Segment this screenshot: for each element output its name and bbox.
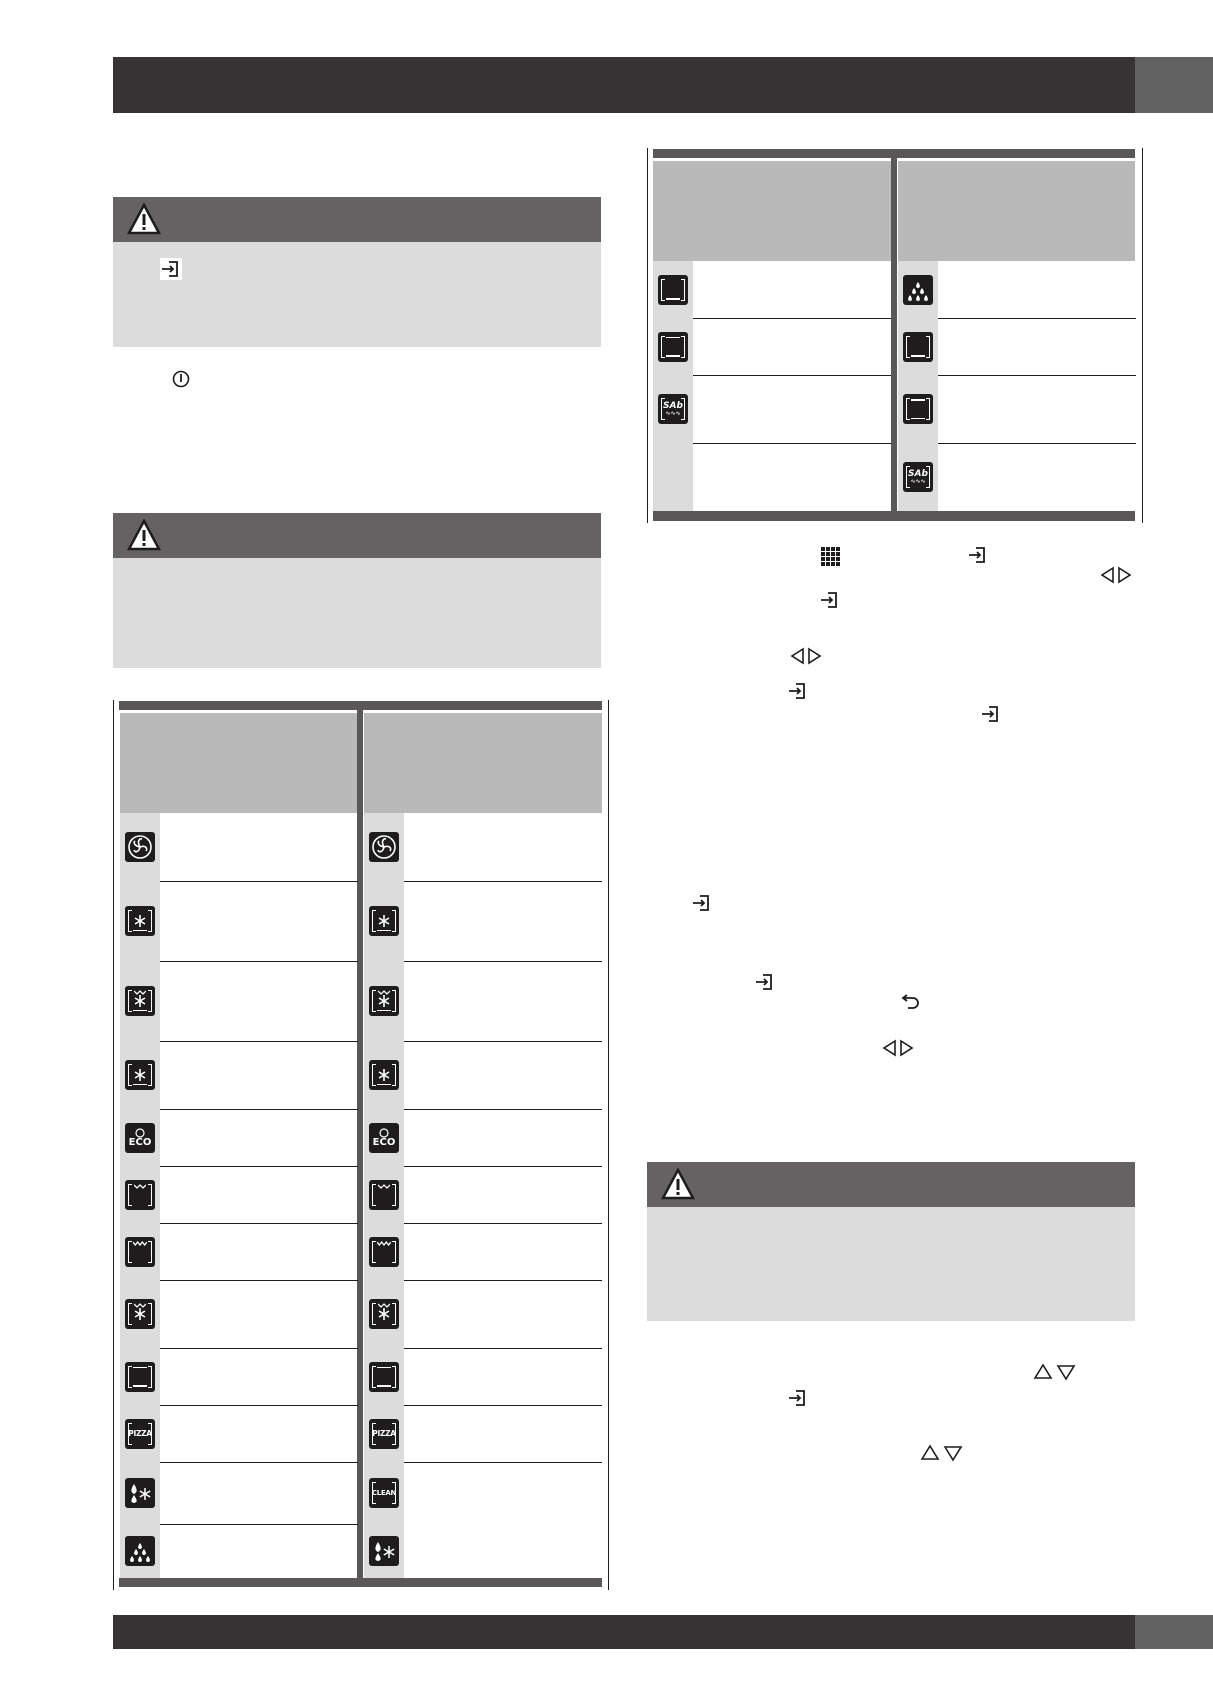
function-icon-tile: [364, 1348, 404, 1405]
table-row-divider: [160, 1405, 358, 1406]
table-row-divider: [404, 961, 602, 962]
function-icon-tile: [898, 443, 938, 511]
grill-icon: [125, 1237, 155, 1267]
function-icon-tile: [364, 1166, 404, 1223]
clean-icon: CLEAN: [369, 1478, 399, 1508]
function-icon-tile: [120, 813, 160, 881]
table-row-divider: [404, 1041, 602, 1042]
enter-icon: [787, 1387, 809, 1409]
table-row-divider: [404, 1405, 602, 1406]
fan-circle-icon: [125, 832, 155, 862]
warning-box-1-body: [113, 242, 601, 347]
sabbath-icon: SAb ∿∿∿: [903, 462, 933, 492]
table-row-divider: [404, 881, 602, 882]
footer-bar: [113, 1615, 1135, 1649]
power-icon: [172, 370, 190, 388]
fan-top-bottom-heat-icon: [125, 986, 155, 1016]
warning-box-2-header: [113, 513, 601, 558]
left-right-arrows-icon: [881, 1039, 915, 1057]
menu-grid-icon: [820, 546, 840, 566]
warning-triangle-icon: [127, 519, 161, 551]
sabbath-icon: SAb ∿∿∿: [658, 394, 688, 424]
function-icon-tile: [364, 1041, 404, 1109]
enter-icon: [967, 544, 989, 566]
function-icon-tile: [364, 1223, 404, 1280]
grill-fan-icon: [125, 1299, 155, 1329]
right-table-col2-header: [898, 161, 1135, 261]
function-icon-tile: [120, 1348, 160, 1405]
table-row-divider: [404, 1280, 602, 1281]
back-arrow-icon: [898, 993, 920, 1013]
table-row-divider: [160, 961, 358, 962]
function-icon-tile: [120, 961, 160, 1041]
function-icon-tile: [120, 1280, 160, 1348]
table-row-divider: [160, 1166, 358, 1167]
function-icon-tile: [364, 1109, 404, 1166]
warning-box-3-header: [647, 1162, 1135, 1207]
defrost-icon: [125, 1478, 155, 1508]
function-icon-tile: [120, 1462, 160, 1524]
top-bottom-heat-icon: [903, 394, 933, 424]
right-table-top-bar: [653, 149, 1135, 158]
enter-icon: [819, 589, 841, 611]
function-icon-tile: [898, 261, 938, 318]
pizza-icon: PIZZA: [369, 1419, 399, 1449]
function-icon-tile: [120, 881, 160, 961]
table-row-divider: [160, 1041, 358, 1042]
steam-icon: [903, 275, 933, 305]
left-table-divider: [357, 710, 363, 1578]
function-icon-tile: [653, 375, 693, 443]
left-table-col2-header: [364, 713, 602, 813]
bottom-heat-icon: [658, 275, 688, 305]
function-icon-tile: [364, 961, 404, 1041]
left-table-col1-header: [120, 713, 358, 813]
grill-icon: [369, 1237, 399, 1267]
header-bar: [113, 57, 1135, 113]
table-row-divider: [938, 375, 1136, 376]
enter-icon: [691, 892, 713, 914]
function-icon-tile: [120, 1109, 160, 1166]
eco-fan-icon: ECO: [125, 1123, 155, 1153]
eco-fan-icon: ECO: [369, 1123, 399, 1153]
up-down-arrows-icon: [1033, 1363, 1077, 1381]
function-icon-tile: [364, 1462, 404, 1524]
grill-fan-icon: [369, 1299, 399, 1329]
static-icon: [125, 1362, 155, 1392]
table-row-divider: [160, 1524, 358, 1525]
function-icon-tile: [364, 1524, 404, 1578]
fan-bottom-icon: [369, 1060, 399, 1090]
table-row-divider: [693, 375, 891, 376]
bottom-heat-icon: [903, 332, 933, 362]
function-icon-tile: [120, 1405, 160, 1462]
defrost-icon: [369, 1536, 399, 1566]
table-row-divider: [404, 1223, 602, 1224]
right-table-divider: [891, 158, 897, 511]
warning-box-3-body: [647, 1207, 1135, 1321]
fan-bottom-heat-icon: [125, 906, 155, 936]
steam-icon: [125, 1536, 155, 1566]
pizza-icon: PIZZA: [125, 1419, 155, 1449]
enter-icon: [787, 680, 809, 702]
enter-icon: [980, 703, 1002, 725]
fan-circle-icon: [369, 832, 399, 862]
footer-tab: [1135, 1615, 1213, 1649]
table-row-divider: [938, 318, 1136, 319]
header-tab: [1135, 57, 1213, 113]
warning-box-1-header: [113, 197, 601, 242]
function-icon-tile: [364, 1405, 404, 1462]
enter-icon: [160, 258, 182, 280]
static-icon: [369, 1362, 399, 1392]
warning-triangle-icon: [661, 1168, 695, 1200]
right-table-bottom-bar: [653, 511, 1135, 521]
function-icon-tile: [364, 1280, 404, 1348]
table-row-divider: [160, 881, 358, 882]
table-row-divider: [404, 1348, 602, 1349]
fan-bottom-heat-icon: [369, 906, 399, 936]
function-icon-tile: [364, 881, 404, 961]
table-row-divider: [160, 1109, 358, 1110]
table-row-divider: [693, 443, 891, 444]
function-icon-tile: [898, 318, 938, 375]
table-row-divider: [160, 1348, 358, 1349]
function-icon-tile: [120, 1524, 160, 1578]
table-row-divider: [160, 1462, 358, 1463]
left-table-top-bar: [119, 701, 602, 710]
table-row-divider: [160, 1223, 358, 1224]
table-row-divider: [404, 1109, 602, 1110]
left-right-arrows-icon: [789, 647, 823, 665]
fan-top-bottom-heat-icon: [369, 986, 399, 1016]
left-right-arrows-icon: [1099, 566, 1133, 584]
top-heat-icon: [125, 1180, 155, 1210]
function-icon-tile: [653, 261, 693, 318]
table-row-divider: [693, 318, 891, 319]
table-row-divider: [938, 443, 1136, 444]
table-row-divider: [160, 1280, 358, 1281]
enter-icon: [754, 971, 776, 993]
function-icon-tile: [120, 1041, 160, 1109]
warning-triangle-icon: [127, 203, 161, 235]
table-row-divider: [404, 1166, 602, 1167]
table-row-divider: [404, 1462, 602, 1463]
right-table-col1-header: [653, 161, 891, 261]
function-icon-tile: [653, 318, 693, 375]
warning-box-2-body: [113, 558, 601, 668]
top-bottom-heat-icon: [658, 332, 688, 362]
function-icon-tile: [120, 1223, 160, 1280]
function-icon-tile: [364, 813, 404, 881]
up-down-arrows-icon: [920, 1444, 964, 1462]
function-icon-tile: [653, 443, 693, 511]
function-icon-tile: [898, 375, 938, 443]
left-table-bottom-bar: [119, 1578, 602, 1587]
function-icon-tile: [120, 1166, 160, 1223]
top-heat-icon: [369, 1180, 399, 1210]
fan-bottom-icon: [125, 1060, 155, 1090]
